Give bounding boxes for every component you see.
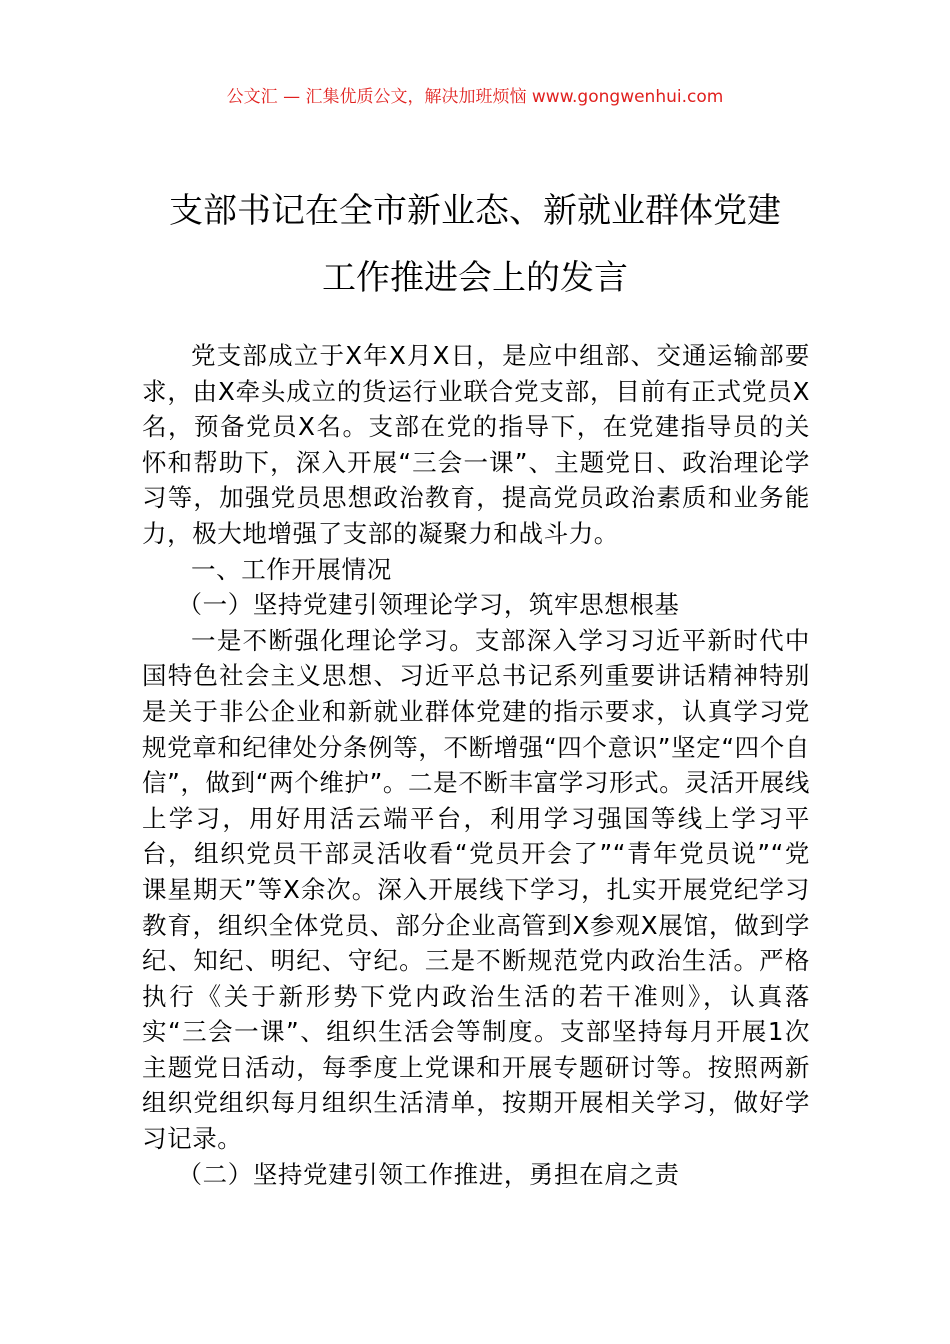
title-line-2: 工作推进会上的发言	[322, 258, 628, 298]
body-paragraph: 一是不断强化理论学习。支部深入学习习近平新时代中国特色社会主义思想、习近平总书记系列重要讲话精神特别是关于非公企业和新就业群体党建的指示要求，认真学习党规党章和纪律处分条例等，不断增强“四个意识”坚定“四个自信”，做到“两个维护”。二是不断丰富学习形式。灵活开展线上学习，用好用活云端平台，利用学习强国等线上学习平台，组织党员干部灵活收看“党员开会了”“青年党员说”“党课星期天”等X余次。深入开展线下学习，扎实开展党纪学习教育，组织全体党员、部分企业高管到X参观X展馆，做到学纪、知纪、明纪、守纪。三是不断规范党内政治生活。严格执行《关于新形势下党内政治生活的若干准则》，认真落实“三会一课”、组织生活会等制度。支部坚持每月开展1次主题党日活动，每季度上党课和开展专题研讨等。按照两新组织党组织每月组织生活清单，按期开展相关学习，做好学习记录。	[142, 625, 810, 1154]
subsection-heading-1: （一）坚持党建引领理论学习，筑牢思想根基	[177, 590, 680, 620]
subsection-heading-2: （二）坚持党建引领工作推进，勇担在肩之责	[177, 1159, 680, 1189]
document-title	[0, 178, 950, 312]
document-body	[142, 338, 810, 1192]
site-banner: 公文汇 — 汇集优质公文，解决加班烦恼 www.gongwenhui.com	[226, 87, 724, 107]
title-line-1: 支部书记在全市新业态、新就业群体党建	[169, 191, 781, 231]
section-heading-1: 一、工作开展情况	[191, 554, 392, 584]
intro-paragraph: 党支部成立于X年X月X日，是应中组部、交通运输部要求，由X牵头成立的货运行业联合党支部，目前有正式党员X名，预备党员X名。支部在党的指导下，在党建指导员的关怀和帮助下，深入开展“三会一课”、主题党日、政治理论学习等，加强党员思想政治教育，提高党员政治素质和业务能力，极大地增强了支部的凝聚力和战斗力。	[142, 341, 810, 548]
